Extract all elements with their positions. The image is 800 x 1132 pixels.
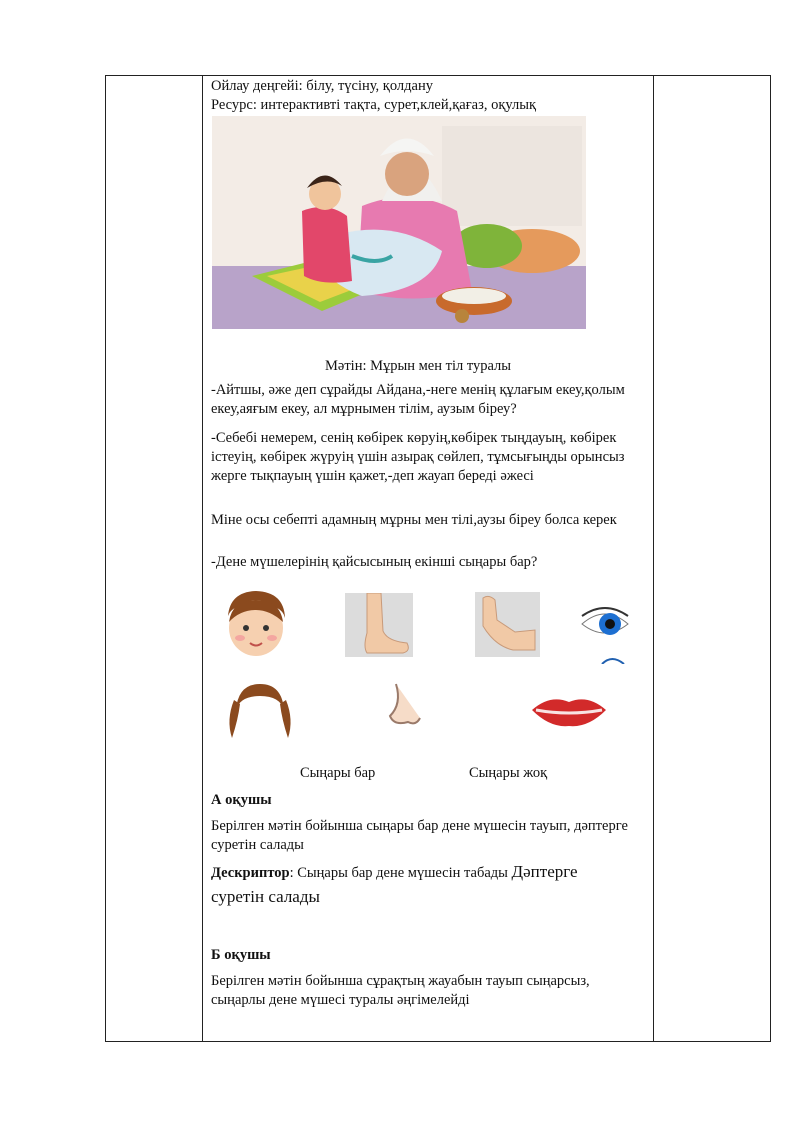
question-line: -Дене мүшелерінің қайсысының екінші сыңары бар? — [211, 554, 538, 570]
table-col-divider-1 — [202, 75, 203, 1042]
paired-label: Сыңары бар — [300, 765, 376, 781]
table-left-border — [105, 75, 106, 1042]
eye-icon — [580, 602, 630, 664]
table-bottom-border — [105, 1041, 771, 1042]
student-b-task: Берілген мәтін бойынша сұрақтың жауабын тауып сыңарсыз, сыңарлы дене мүшесі туралы әңгімелейді — [211, 973, 590, 1008]
foot-icon — [345, 593, 413, 657]
table-col-divider-2 — [653, 75, 654, 1042]
paragraph-2: -Себебі немерем, сенің көбірек көруің,көбірек тыңдауың, көбірек істеуің, көбірек жүруің үшін азырақ сөйлеп, тұмсығыңды орынсыз жерге тықпауың үшін қажет,-деп жауап береді әжесі — [211, 430, 625, 484]
student-a-heading: А оқушы — [211, 792, 272, 808]
arm-icon — [475, 592, 540, 657]
descriptor-text: : Сыңары бар дене мүшесін табады — [289, 865, 512, 881]
paragraph-1: -Айтшы, әже деп сұрайды Айдана,-неге менің құлағым екеу,қолым екеу,аяғым екеу, ал мұрнымен тілім, аузым біреу? — [211, 382, 625, 417]
paragraph-3: Міне осы себепті адамның мұрны мен тілі,аузы біреу болса керек — [211, 512, 617, 528]
descriptor-line — [211, 862, 578, 883]
descriptor-text-large: Дәптерге — [511, 862, 578, 881]
grandmother-and-girl-illustration — [212, 116, 586, 329]
nose-icon — [382, 682, 428, 730]
descriptor-line-2: суретін салады — [211, 887, 320, 906]
table-right-border — [770, 75, 771, 1042]
face-icon — [222, 588, 290, 658]
student-a-task: Берілген мәтін бойынша сыңары бар дене мүшесін тауып, дәптерге суретін салады — [211, 818, 628, 853]
text-title: Мәтін: Мұрын мен тіл туралы — [325, 358, 512, 374]
unpaired-label: Сыңары жоқ — [469, 765, 548, 781]
lips-icon — [530, 692, 608, 730]
resources-line: Ресурс: интерактивті тақта, сурет,клей,қағаз, оқулық — [211, 97, 537, 113]
student-b-heading: Б оқушы — [211, 947, 271, 963]
table-top-border — [105, 75, 771, 76]
descriptor-label: Дескриптор — [211, 865, 290, 881]
hair-icon — [226, 680, 294, 740]
thinking-level-line: Ойлау деңгейі: білу, түсіну, қолдану — [211, 78, 433, 94]
